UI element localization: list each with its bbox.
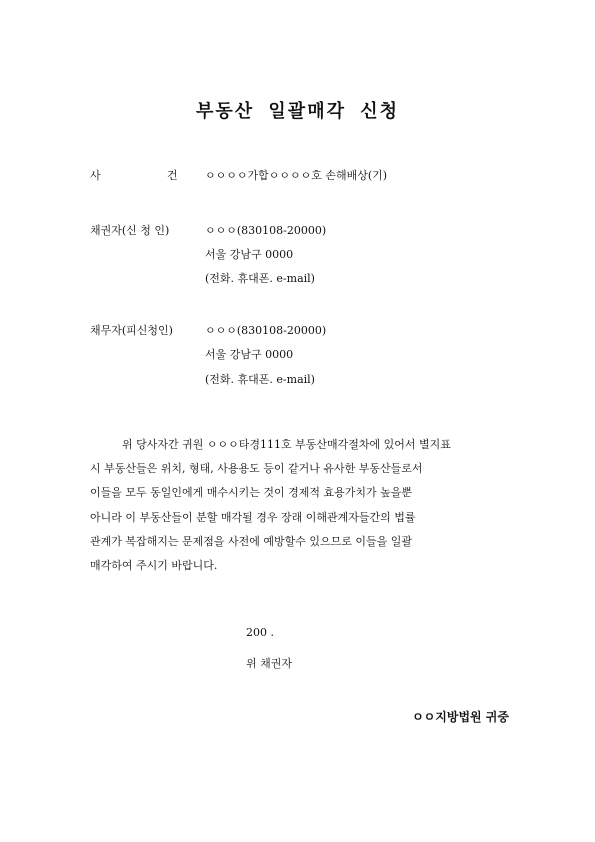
body-line-1: 위 당사자간 귀원 ㅇㅇㅇ타경111호 부동산매각절차에 있어서 별지표: [122, 438, 451, 451]
creditor-label: 채권자(신 청 인): [90, 224, 170, 237]
creditor-address: 서울 강남구 0000: [205, 248, 294, 261]
court-addressee: ㅇㅇ지방법원 귀중: [412, 710, 509, 724]
document-title: 부동산 일괄매각 신청: [195, 101, 400, 122]
date-line: 200 .: [246, 626, 274, 639]
case-value: ㅇㅇㅇㅇ가합ㅇㅇㅇㅇ호 손해배상(기): [205, 169, 388, 182]
case-label-first: 사: [90, 169, 101, 182]
body-line-4: 아니라 이 부동산들이 분할 매각될 경우 장래 이해관계자들간의 법률: [90, 510, 416, 524]
creditor-name: ㅇㅇㅇ(830108-20000): [205, 224, 327, 237]
body-line-3: 이들을 모두 동일인에게 매수시키는 것이 경제적 효용가치가 높을뿐: [90, 486, 413, 500]
creditor-contact: (전화. 휴대폰. e-mail): [205, 272, 315, 285]
body-line-6: 매각하여 주시기 바랍니다.: [90, 559, 218, 573]
debtor-name: ㅇㅇㅇ(830108-20000): [205, 324, 327, 337]
debtor-label: 채무자(피신청인): [90, 324, 173, 337]
debtor-address: 서울 강남구 0000: [205, 348, 294, 361]
debtor-contact: (전화. 휴대폰. e-mail): [205, 373, 315, 386]
body-line-2: 시 부동산들은 위치, 형태, 사용용도 등이 같거나 유사한 부동산들로서: [90, 462, 423, 476]
case-label-second: 건: [167, 169, 178, 182]
signer-line: 위 채권자: [246, 657, 293, 670]
body-paragraph: [90, 433, 512, 578]
body-line-5: 관계가 복잡해지는 문제점을 사전에 예방할수 있으므로 이들을 일괄: [90, 534, 413, 548]
